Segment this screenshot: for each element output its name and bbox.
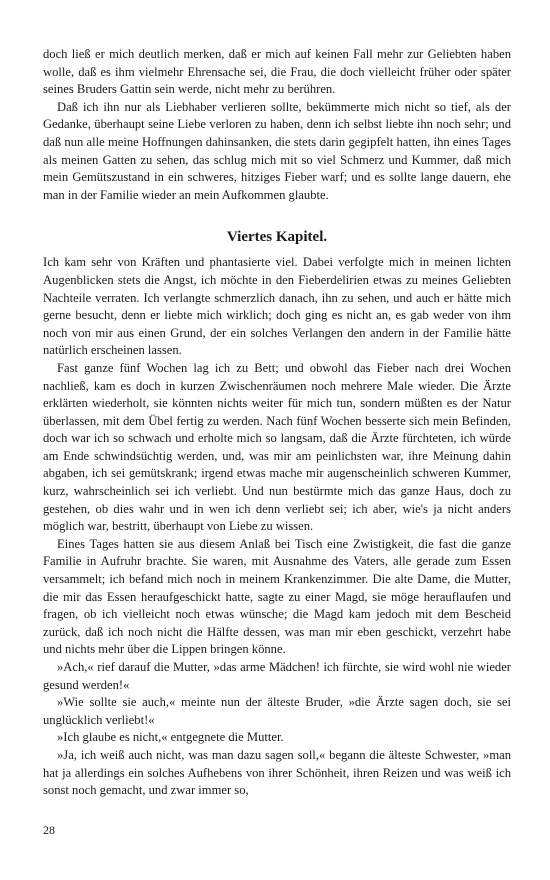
paragraph-2: Daß ich ihn nur als Liebhaber verlieren sollte, bekümmerte mich nicht so tief, als der Gedanke, überhaupt seine Liebe verloren zu haben, denn ich selbst liebte ihn noch sehr; und daß nun alle meine Hoffnungen dahinsanken, die stets darin gegipfelt hatten, ihn eines Tages als meinen Gatten zu sehen, das schlug mich mit so viel Schmerz und Kummer, daß mich mein Gemütszustand in ein schweres, hitziges Fieber warf; und es sollte lange dauern, ehe man in der Familie wieder an mein Aufkommen glaubte. [43, 99, 511, 202]
chapter-title: Viertes Kapitel. [226, 229, 328, 246]
dialogue-eldest-brother: »Wie sollte sie auch,« meinte nun der älteste Bruder, »die Ärzte sagen doch, sie sei unglücklich verliebt!« [43, 695, 511, 727]
dialogue-eldest-sister: »Ja, ich weiß auch nicht, was man dazu sagen soll,« begann die älteste Schwester, »man hat ja allerdings ein solches Aufhebens von ihrer Schönheit, ihren Reizen und was weiß ich sonst noch gemacht, und zwar immer so, [43, 747, 511, 798]
paragraph-4: Fast ganze fünf Wochen lag ich zu Bett; und obwohl das Fieber nach drei Wochen nachließ, kam es doch in kurzen Zwischenräumen noch mehrere Male wieder. Die Ärzte erklärten wiederholt, sie könnten nichts weiter für mich tun, sondern müßten es der Natur überlassen, mit dem Übel fertig zu werden. Nach fünf Wochen besserte sich mein Befinden, doch war ich so schwach und erholte mich so langsam, daß die Ärzte fürchteten, ich würde am Ende schwindsüchtig werden, und, was mir am peinlichsten war, ihre Meinung dahin abgaben, ich sei gemütskrank; irgend etwas mache mir augenscheinlich schweren Kummer, kurz, wahrscheinlich sei ich verliebt. Und nun bestürmte mich das ganze Haus, doch zu gestehen, ob dies wahr und in wen ich denn verliebt sei; ich aber, wie's ja nicht anders möglich war, bestritt, überhaupt von Liebe zu wissen. [43, 360, 511, 534]
dialogue-mother: »Ach,« rief darauf die Mutter, »das arme Mädchen! ich fürchte, sie wird wohl nie wieder gesund werden!« [43, 660, 511, 692]
book-page [43, 46, 511, 800]
dialogue-mother-reply: »Ich glaube es nicht,« entgegnete die Mutter. [57, 730, 284, 745]
paragraph-1: doch ließ er mich deutlich merken, daß er mich auf keinen Fall mehr zur Geliebten haben wolle, daß es ihm vielmehr Ehrensache sei, die Frau, die doch vielleicht früher oder später seines Bruders Gattin sein werde, nicht mehr zu berühren. [43, 47, 511, 97]
paragraph-3: Ich kam sehr von Kräften und phantasierte viel. Dabei verfolgte mich in meinen lichten Augenblicken stets die Angst, ich möchte in den Fieberdelirien etwas zu meines Geliebten Nachteile verraten. Ich verlangte schmerzlich danach, ihn zu sehen, und auch er hätte mich gerne besucht, denn er liebte mich wirklich; doch ging es nicht an, es gab weder von ihm noch von mir aus einen Grund, der ein solches Verlangen den andern in der Familie hätte natürlich erscheinen lassen. [43, 255, 511, 358]
page-number: 28 [43, 823, 55, 837]
paragraph-5: Eines Tages hatten sie aus diesem Anlaß bei Tisch eine Zwistigkeit, die fast die ganze Familie in Aufruhr brachte. Sie waren, mit Ausnahme des Vaters, alle gerade zum Essen versammelt; ich befand mich noch in meinem Krankenzimmer. Die alte Dame, die Mutter, die mir das Essen heraufgeschickt hatte, sagte zu einer Magd, sie möge herauflaufen und fragen, ob ich vielleicht noch etwas wünsche; die Magd kam jedoch mit dem Bescheid zurück, daß ich noch nicht die Hälfte dessen, was man mir eben geschickt, verzehrt habe und nichts mehr über die Lippen bringen könne. [43, 536, 511, 657]
